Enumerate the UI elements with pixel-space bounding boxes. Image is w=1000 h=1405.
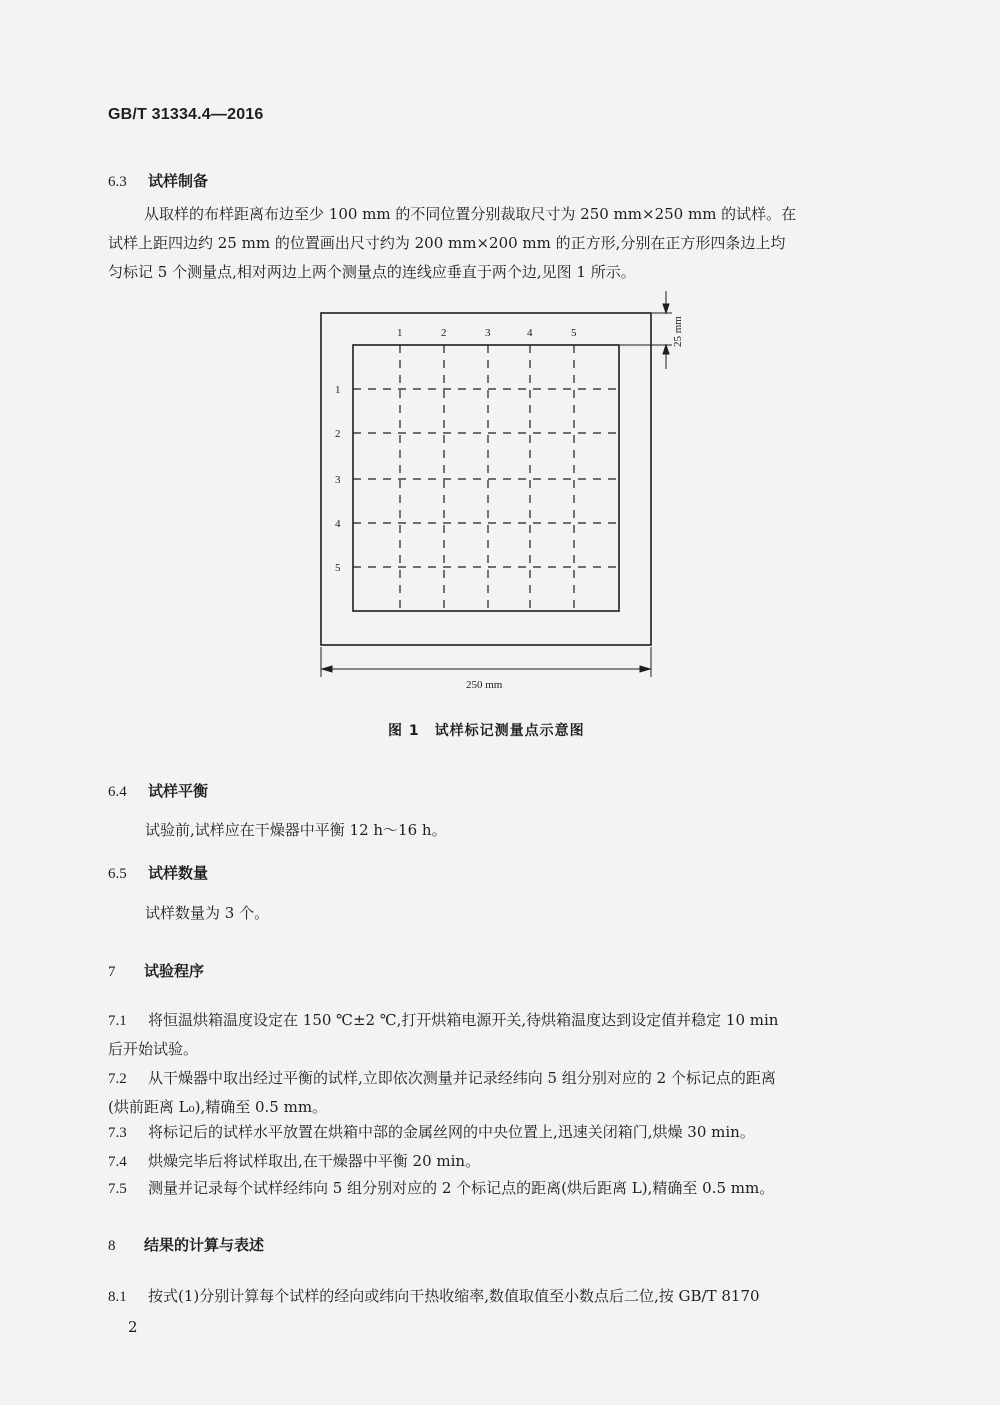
section-number: 7: [108, 964, 116, 980]
step-8-1: [108, 1285, 760, 1306]
step-7-1-continuation: 后开始试验。: [108, 1040, 199, 1058]
row-label: 1: [335, 384, 341, 396]
step-text: 烘燥完毕后将试样取出,在干燥器中平衡 20 min。: [148, 1152, 481, 1170]
step-number: 8.1: [108, 1289, 127, 1305]
section-title: 试样制备: [148, 172, 209, 190]
step-number: 7.3: [108, 1125, 127, 1141]
step-number: 7.2: [108, 1071, 127, 1087]
column-label: 4: [527, 327, 533, 339]
column-label: 5: [571, 327, 577, 339]
section-number: 8: [108, 1238, 116, 1254]
section-title: 试样数量: [148, 864, 209, 882]
width-dimension-line: [321, 647, 651, 677]
step-text: 按式(1)分别计算每个试样的经向或纬向干热收缩率,数值取值至小数点后二位,按 GB/T 8170: [148, 1287, 760, 1305]
step-7-4: [108, 1150, 480, 1171]
section-7-heading: [108, 960, 204, 981]
step-number: 7.5: [108, 1181, 127, 1197]
section-number: 6.3: [108, 174, 127, 190]
column-label: 2: [441, 327, 447, 339]
section-6-5-body: 试样数量为 3 个。: [145, 904, 270, 922]
paragraph-line: 匀标记 5 个测量点,相对两边上两个测量点的连线应垂直于两个边,见图 1 所示。: [108, 263, 636, 281]
vertical-measure-lines: [400, 345, 574, 611]
step-number: 7.4: [108, 1154, 127, 1170]
step-7-3: [108, 1121, 755, 1142]
width-dimension-label: 250 mm: [466, 679, 503, 691]
section-number: 6.5: [108, 866, 127, 882]
section-title: 结果的计算与表述: [144, 1236, 265, 1254]
section-6-3-body: [108, 200, 796, 287]
row-label: 4: [335, 518, 341, 530]
step-7-1: [108, 1009, 778, 1030]
paragraph-line: 从取样的布样距离布边至少 100 mm 的不同位置分别裁取尺寸为 250 mm×250 mm 的试样。在: [144, 205, 797, 223]
section-6-4-heading: [108, 780, 208, 801]
column-label: 3: [485, 327, 491, 339]
step-number: 7.1: [108, 1013, 127, 1029]
column-label: 1: [397, 327, 403, 339]
figure-specimen-diagram: [300, 285, 720, 695]
horizontal-measure-lines: [353, 389, 619, 567]
section-title: 试样平衡: [148, 782, 209, 800]
standard-number: GB/T 31334.4—2016: [108, 106, 264, 123]
step-7-2-continuation: (烘前距离 L₀),精确至 0.5 mm。: [108, 1098, 328, 1116]
row-label: 2: [335, 428, 341, 440]
section-6-4-body: 试验前,试样应在干燥器中平衡 12 h～16 h。: [145, 821, 447, 839]
margin-dimension-label: 25 mm: [672, 316, 684, 347]
row-label: 5: [335, 562, 341, 574]
step-text: 测量并记录每个试样经纬向 5 组分别对应的 2 个标记点的距离(烘后距离 L),精确至 0.5 mm。: [148, 1179, 775, 1197]
section-number: 6.4: [108, 784, 127, 800]
figure-caption: 图 1 试样标记测量点示意图: [388, 723, 585, 739]
page-number: 2: [128, 1318, 138, 1336]
section-8-heading: [108, 1234, 264, 1255]
paragraph-line: 试样上距四边约 25 mm 的位置画出尺寸约为 200 mm×200 mm 的正方形,分别在正方形四条边上均: [108, 234, 786, 252]
step-7-5: [108, 1177, 774, 1198]
step-7-2: [108, 1067, 776, 1088]
section-6-5-heading: [108, 862, 208, 883]
section-6-3-heading: [108, 170, 208, 191]
step-text: 将标记后的试样水平放置在烘箱中部的金属丝网的中央位置上,迅速关闭箱门,烘燥 30 min。: [148, 1123, 755, 1141]
row-label: 3: [335, 474, 341, 486]
section-title: 试验程序: [144, 962, 205, 980]
margin-dimension-line: [620, 291, 672, 369]
step-text: 从干燥器中取出经过平衡的试样,立即依次测量并记录经纬向 5 组分别对应的 2 个标记点的距离: [148, 1069, 776, 1087]
step-text: 将恒温烘箱温度设定在 150 ℃±2 ℃,打开烘箱电源开关,待烘箱温度达到设定值并稳定 10 min: [148, 1011, 779, 1029]
inner-square: [353, 345, 619, 611]
